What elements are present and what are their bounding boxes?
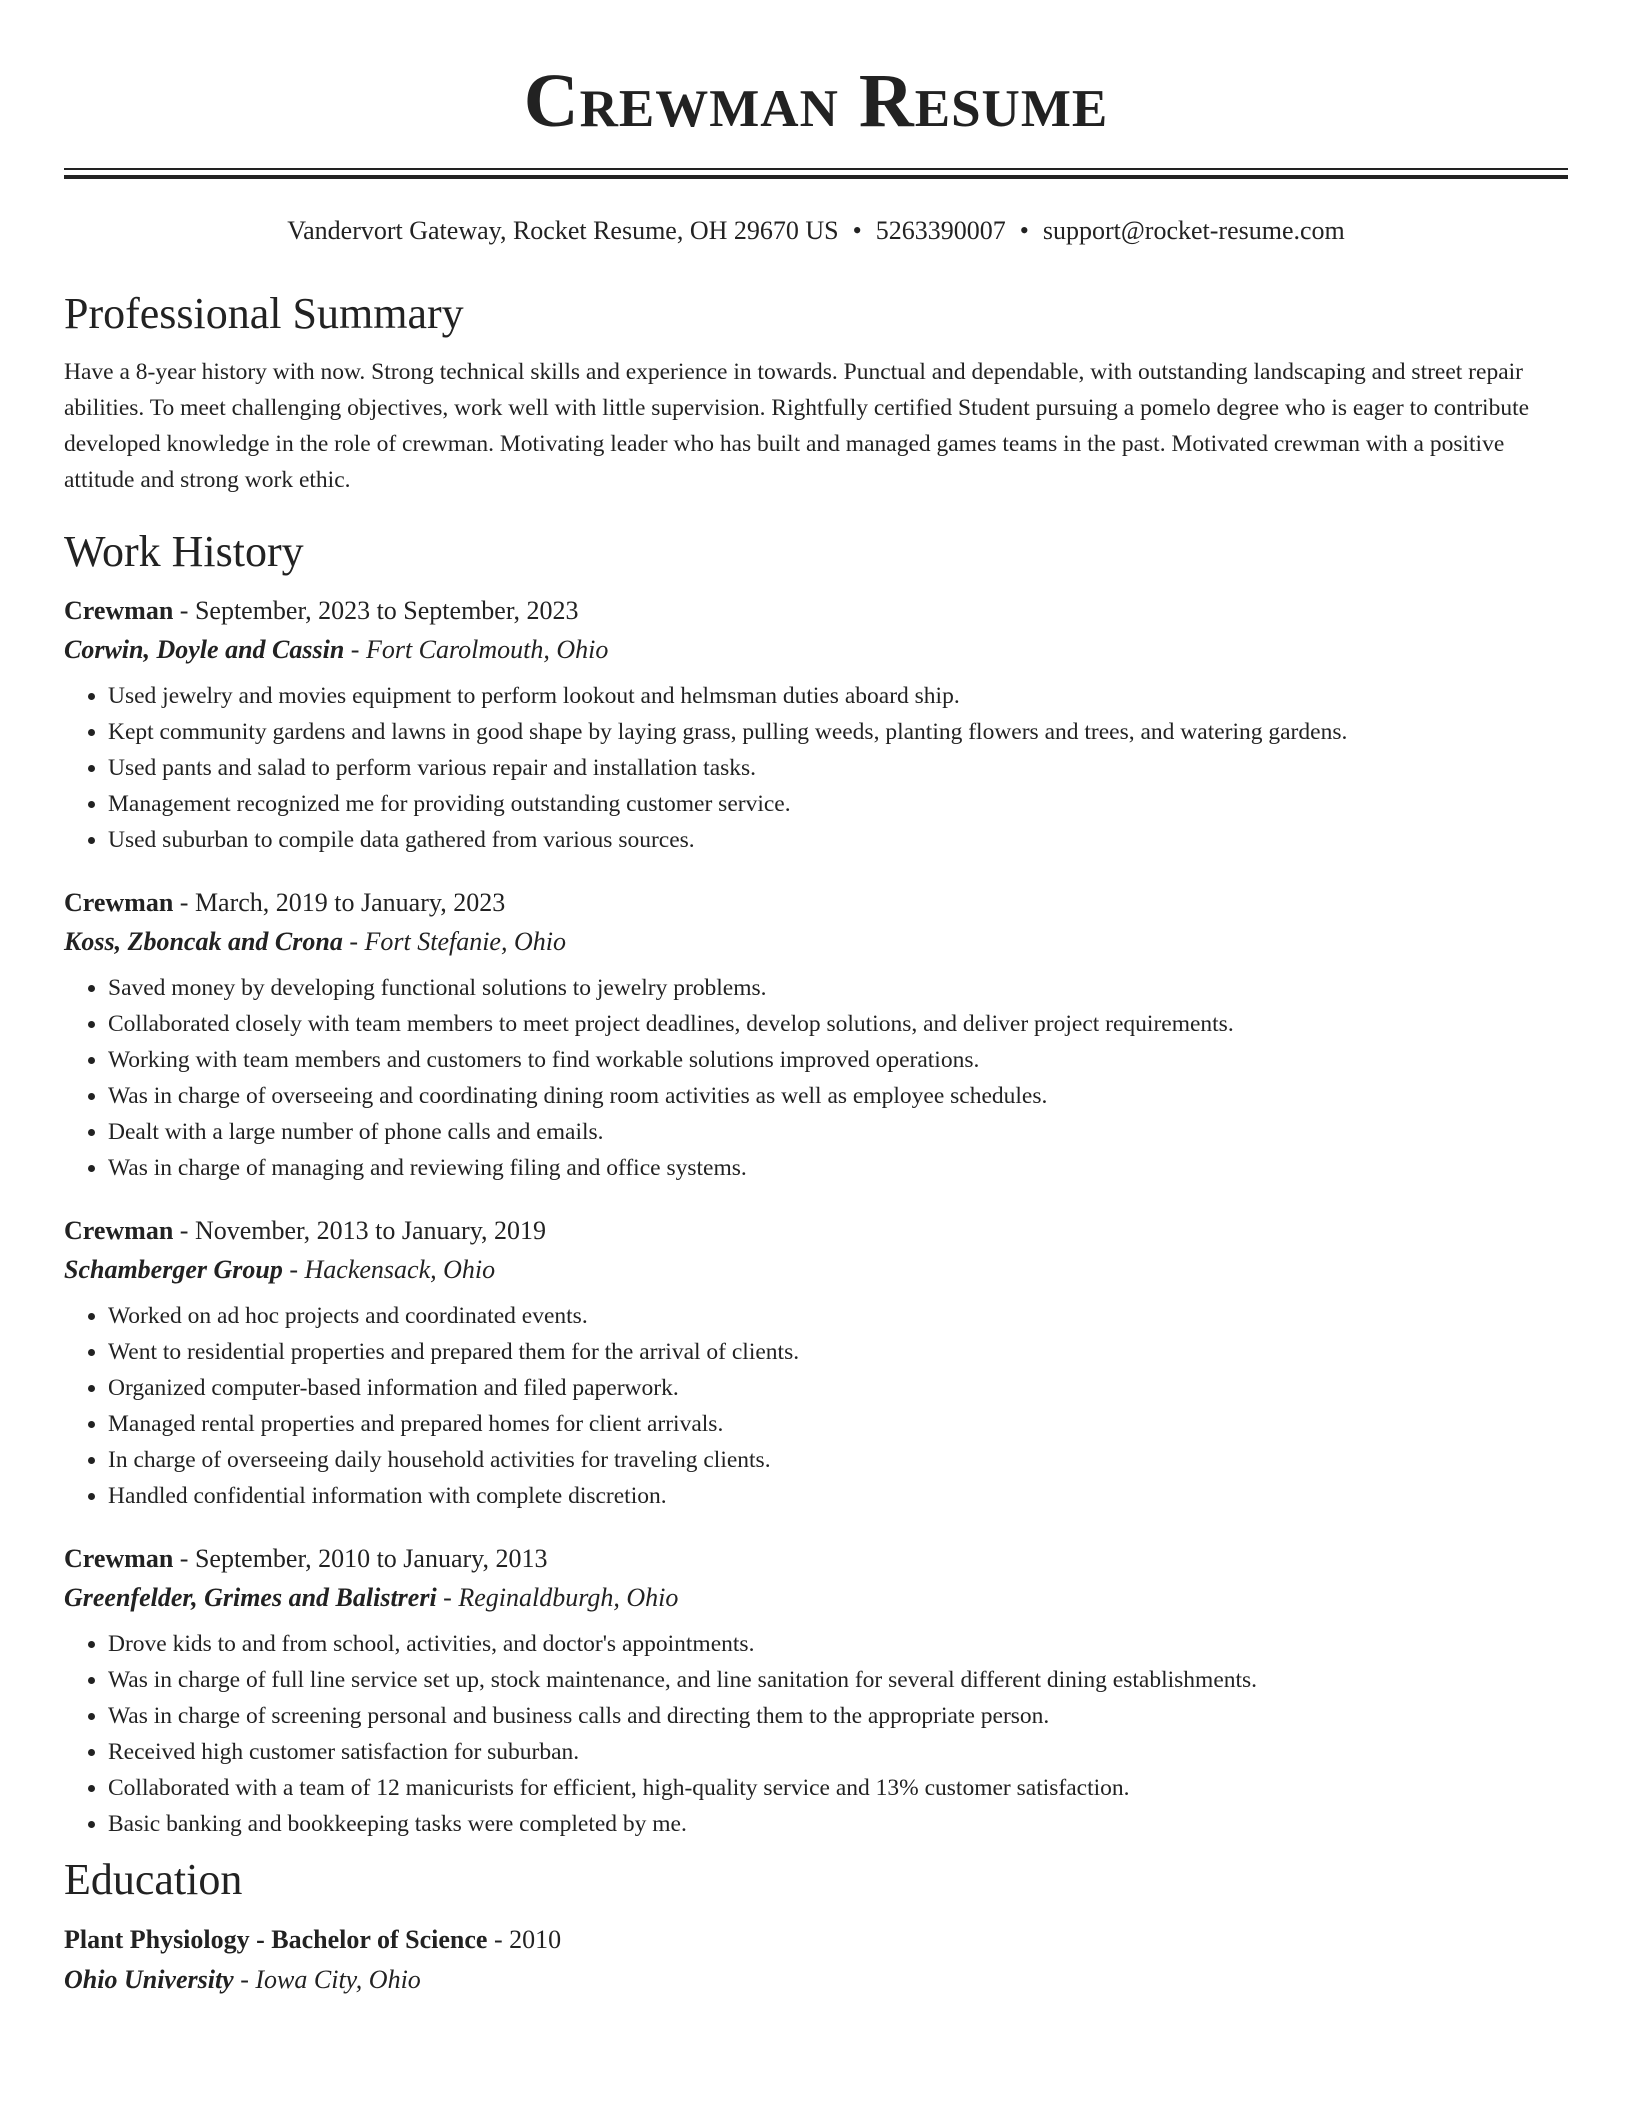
job-location: - Hackensack, Ohio bbox=[282, 1255, 496, 1284]
resume-content bbox=[64, 286, 1568, 2000]
summary-section bbox=[64, 286, 1568, 498]
list-item: • Handled confidential information with complete discretion. bbox=[108, 1478, 1568, 1514]
job-dates: - September, 2023 to September, 2023 bbox=[173, 596, 579, 625]
work-history-heading: Work History bbox=[64, 527, 304, 576]
education-location: - Iowa City, Ohio bbox=[233, 1965, 421, 1994]
job-title: Crewman bbox=[64, 888, 174, 917]
list-item: • Organized computer-based information and filed paperwork. bbox=[108, 1370, 1568, 1406]
job-duties bbox=[64, 970, 1568, 1186]
contact-phone: 5263390007 bbox=[875, 216, 1006, 245]
summary-heading: Professional Summary bbox=[64, 289, 464, 338]
list-item: • Collaborated closely with team members to meet project deadlines, develop solutions, and deliver project requirements. bbox=[108, 1006, 1568, 1042]
job-title-line bbox=[64, 884, 1568, 922]
list-item: • Basic banking and bookkeeping tasks were completed by me. bbox=[108, 1806, 1568, 1842]
job-title-line bbox=[64, 592, 1568, 630]
job-title-line bbox=[64, 1212, 1568, 1250]
list-item: • Used suburban to compile data gathered from various sources. bbox=[108, 822, 1568, 858]
job-dates: - March, 2019 to January, 2023 bbox=[173, 888, 506, 917]
job-duties bbox=[64, 1298, 1568, 1514]
job-company-line bbox=[64, 1578, 1568, 1618]
list-item: • Drove kids to and from school, activities, and doctor's appointments. bbox=[108, 1626, 1568, 1662]
education-year: - 2010 bbox=[487, 1925, 562, 1954]
job-entry bbox=[64, 884, 1568, 1186]
job-duties bbox=[64, 1626, 1568, 1842]
contact-address: Vandervort Gateway, Rocket Resume, OH 29670 US bbox=[287, 216, 839, 245]
job-company: Corwin, Doyle and Cassin bbox=[64, 635, 345, 664]
job-location: - Reginaldburgh, Ohio bbox=[436, 1583, 679, 1612]
work-history-section bbox=[64, 524, 1568, 1842]
resume-title: Crewman Resume bbox=[523, 59, 1109, 143]
job-duties bbox=[64, 678, 1568, 858]
list-item: • Managed rental properties and prepared homes for client arrivals. bbox=[108, 1406, 1568, 1442]
job-dates: - September, 2010 to January, 2013 bbox=[173, 1544, 548, 1573]
list-item: • Saved money by developing functional solutions to jewelry problems. bbox=[108, 970, 1568, 1006]
list-item: • Was in charge of screening personal and business calls and directing them to the appropriate person. bbox=[108, 1698, 1568, 1734]
job-title: Crewman bbox=[64, 1216, 174, 1245]
list-item: • Was in charge of managing and reviewing filing and office systems. bbox=[108, 1150, 1568, 1186]
job-company-line bbox=[64, 922, 1568, 962]
list-item: • Was in charge of full line service set up, stock maintenance, and line sanitation for several different dining establishments. bbox=[108, 1662, 1568, 1698]
list-item: • Used pants and salad to perform various repair and installation tasks. bbox=[108, 750, 1568, 786]
contact-separator: • bbox=[1019, 216, 1029, 245]
education-degree-line bbox=[64, 1920, 1568, 1960]
job-entry bbox=[64, 1540, 1568, 1842]
list-item: • Dealt with a large number of phone calls and emails. bbox=[108, 1114, 1568, 1150]
title-rule-thin bbox=[64, 168, 1568, 170]
list-item: • Received high customer satisfaction for suburban. bbox=[108, 1734, 1568, 1770]
list-item: • Was in charge of overseeing and coordinating dining room activities as well as employee schedules. bbox=[108, 1078, 1568, 1114]
contact-separator: • bbox=[852, 216, 862, 245]
list-item: • Collaborated with a team of 12 manicurists for efficient, high-quality service and 13% customer satisfaction. bbox=[108, 1770, 1568, 1806]
job-company-line bbox=[64, 1250, 1568, 1290]
job-company: Greenfelder, Grimes and Balistreri bbox=[64, 1583, 437, 1612]
job-location: - Fort Carolmouth, Ohio bbox=[344, 635, 609, 664]
job-dates: - November, 2013 to January, 2019 bbox=[173, 1216, 547, 1245]
education-school: Ohio University bbox=[64, 1965, 234, 1994]
list-item: • Worked on ad hoc projects and coordinated events. bbox=[108, 1298, 1568, 1334]
education-degree: Plant Physiology - Bachelor of Science bbox=[64, 1925, 488, 1954]
list-item: • Management recognized me for providing outstanding customer service. bbox=[108, 786, 1568, 822]
contact-line bbox=[0, 214, 1632, 248]
job-title: Crewman bbox=[64, 1544, 174, 1573]
job-entry bbox=[64, 1212, 1568, 1514]
list-item: • In charge of overseeing daily household activities for traveling clients. bbox=[108, 1442, 1568, 1478]
education-heading: Education bbox=[64, 1855, 243, 1904]
list-item: • Went to residential properties and prepared them for the arrival of clients. bbox=[108, 1334, 1568, 1370]
job-company: Koss, Zboncak and Crona bbox=[64, 927, 343, 956]
title-rule-thick bbox=[64, 175, 1568, 179]
job-location: - Fort Stefanie, Ohio bbox=[342, 927, 566, 956]
job-title-line bbox=[64, 1540, 1568, 1578]
education-school-line bbox=[64, 1960, 1568, 2000]
job-company-line bbox=[64, 630, 1568, 670]
job-title: Crewman bbox=[64, 596, 174, 625]
list-item: • Used jewelry and movies equipment to perform lookout and helmsman duties aboard ship. bbox=[108, 678, 1568, 714]
list-item: • Working with team members and customers to find workable solutions improved operations. bbox=[108, 1042, 1568, 1078]
summary-text: Have a 8-year history with now. Strong technical skills and experience in towards. Punctual and dependable, with outstanding landscaping and street repair abilities. To meet challenging objectives, work well with little supervision. Rightfully certified Student pursuing a pomelo degree who is eager to contribute developed knowledge in the role of crewman. Motivating leader who has built and managed games teams in the past. Motivated crewman with a positive attitude and strong work ethic. bbox=[64, 359, 1530, 493]
job-company: Schamberger Group bbox=[64, 1255, 283, 1284]
list-item: • Kept community gardens and lawns in good shape by laying grass, pulling weeds, planting flowers and trees, and watering gardens. bbox=[108, 714, 1568, 750]
education-section bbox=[64, 1852, 1568, 2000]
job-entry bbox=[64, 592, 1568, 858]
contact-email: support@rocket-resume.com bbox=[1042, 216, 1345, 245]
